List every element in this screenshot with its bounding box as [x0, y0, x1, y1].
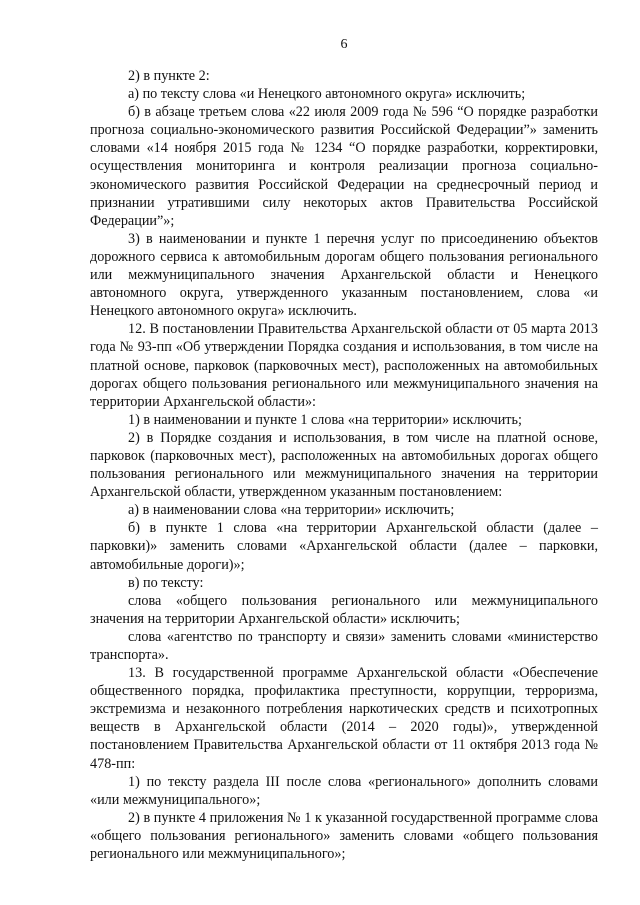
- paragraph-12-subitem-b: б) в пункте 1 слова «на территории Архангельской области (далее – парковки)» заменить словами «Архангельской области (далее – парковки, автомобильные дороги)»;: [90, 520, 598, 573]
- paragraph-subitem-a: а) по тексту слова «и Ненецкого автономного округа» исключить;: [128, 86, 526, 103]
- paragraph-section-12: 12. В постановлении Правительства Архангельской области от 05 марта 2013 года № 93-пп «Об утверждении Порядка создания и использования, в том числе на платной основе, парковок (парковочных мест), расположенных на автомобильных дорогах общего пользования регионального или межмуниципального значения на территории Архангельской области»:: [90, 321, 598, 410]
- paragraph-12-item-1: 1) в наименовании и пункте 1 слова «на территории» исключить;: [128, 411, 522, 428]
- paragraph-item-2-header: 2) в пункте 2:: [128, 68, 210, 84]
- page-number: 6: [340, 37, 348, 52]
- paragraph-subitem-b: б) в абзаце третьем слова «22 июля 2009 года № 596 “О порядке разработки прогноза социально-экономического развития Российской Федерации”» заменить словами «14 ноября 2015 года № 1234 “О порядке разработки, корректировки, осуществления мониторинга и контроля реализации прогноза социально-экономического развития Российской Федерации на среднесрочный период и признании утратившими силу некоторых актов Правительства Российской Федерации”»;: [90, 104, 598, 229]
- paragraph-12-item-2: 2) в Порядке создания и использования, в том числе на платной основе, парковок (парковочных мест), расположенных на автомобильных дорогах общего пользования регионального или межмуниципального значения на территории Архангельской области, утвержденном указанным постановлением:: [90, 429, 598, 501]
- paragraph-item-3: 3) в наименовании и пункте 1 перечня услуг по присоединению объектов дорожного сервиса к автомобильным дорогам общего пользования регионального или межмуниципального значения Архангельской области и Ненецкого автономного округа, утвержденного указанным постановлением, слова «и Ненецкого автономного округа» исключить.: [90, 230, 598, 320]
- document-page: [90, 36, 598, 863]
- paragraph-12-subitem-a: а) в наименовании слова «на территории» исключить;: [128, 502, 455, 519]
- paragraph-13-item-1: 1) по тексту раздела III после слова «регионального» дополнить словами «или межмуниципального»;: [90, 773, 598, 808]
- paragraph-12-words-replace: слова «агентство по транспорту и связи» заменить словами «министерство транспорта».: [90, 628, 598, 663]
- paragraph-13-item-2: 2) в пункте 4 приложения № 1 к указанной государственной программе слова «общего пользования регионального» заменить словами «общего пользования регионального или межмуниципального»;: [90, 809, 598, 863]
- paragraph-12-subitem-v: в) по тексту:: [128, 574, 204, 591]
- paragraph-section-13: 13. В государственной программе Архангельской области «Обеспечение общественного порядка, профилактика преступности, коррупции, терроризма, экстремизма и незаконного потребления наркотических средств и психотропных веществ в Архангельской области (2014 – 2020 годы)», утвержденной постановлением Правительства Архангельской области от 11 октября 2013 года № 478-пп:: [90, 665, 598, 772]
- paragraph-12-words-exclude: слова «общего пользования регионального или межмуниципального значения на территории Архангельской области» исключить;: [90, 592, 598, 627]
